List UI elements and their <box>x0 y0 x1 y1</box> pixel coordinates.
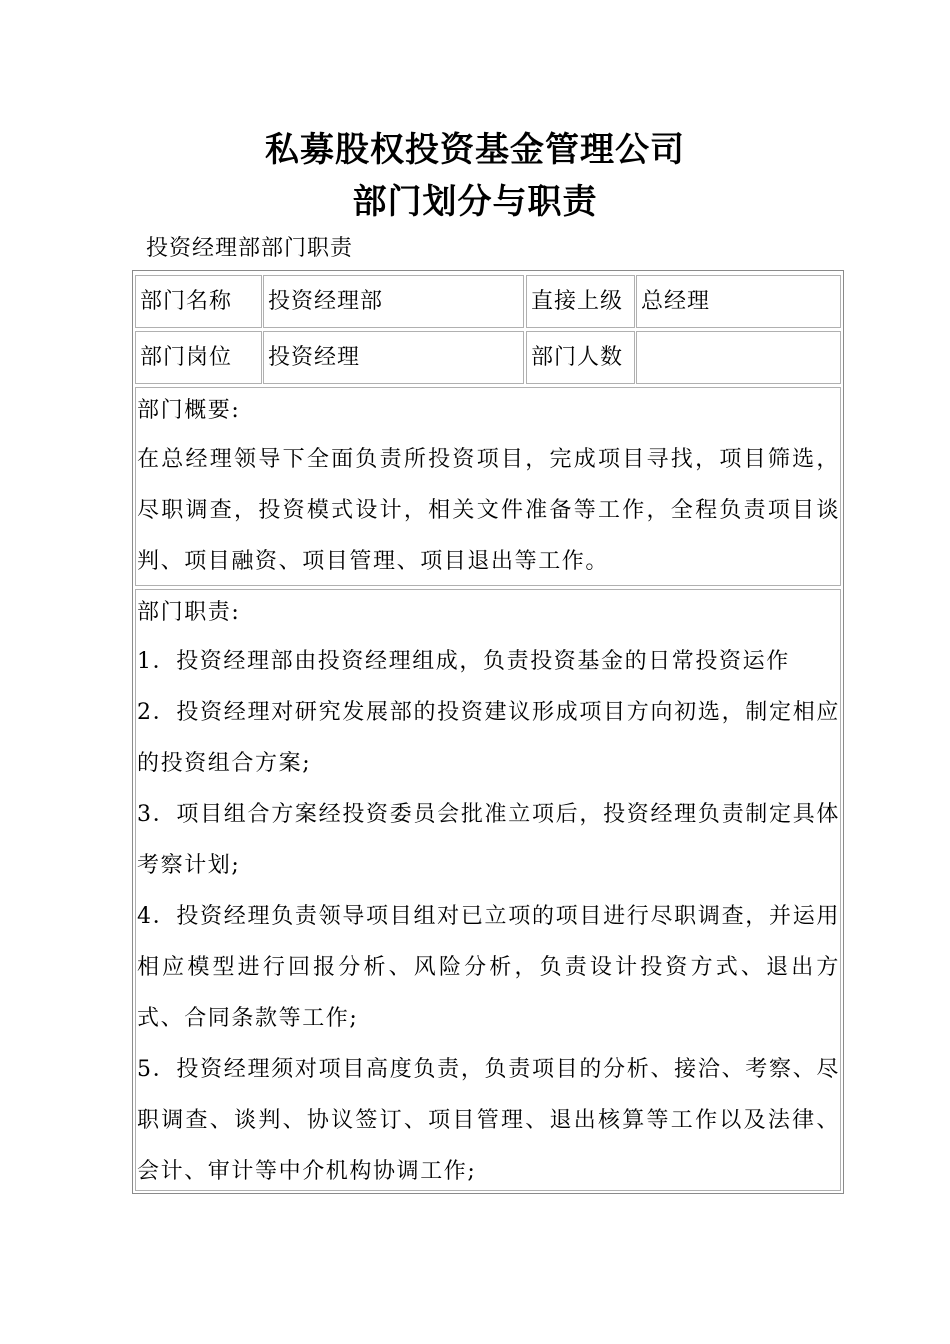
document-title: 私募股权投资基金管理公司 <box>265 130 685 170</box>
section-heading: 投资经理部部门职责 <box>146 236 354 261</box>
duties-heading: 部门职责: <box>137 600 241 625</box>
duty-item-3: 3．项目组合方案经投资委员会批准立项后，投资经理负责制定具体考察计划; <box>137 802 840 878</box>
duty-item-4: 4．投资经理负责领导项目组对已立项的项目进行尽职调查，并运用相应模型进行回报分析、风险分析，负责设计投资方式、退出方式、合同条款等工作; <box>137 904 840 1031</box>
superior-value: 总经理 <box>636 275 841 328</box>
overview-heading: 部门概要: <box>137 398 241 423</box>
superior-label: 直接上级 <box>526 275 635 328</box>
dept-name-label: 部门名称 <box>135 275 262 328</box>
dept-name-value: 投资经理部 <box>263 275 524 328</box>
position-label: 部门岗位 <box>135 331 262 384</box>
headcount-value <box>636 331 841 384</box>
duties-section <box>135 589 841 1191</box>
overview-section <box>135 387 841 586</box>
document-subtitle: 部门划分与职责 <box>352 182 598 222</box>
headcount-label: 部门人数 <box>526 331 635 384</box>
duty-item-1: 1．投资经理部由投资经理组成，负责投资基金的日常投资运作 <box>137 649 790 674</box>
duty-item-2: 2．投资经理对研究发展部的投资建议形成项目方向初选，制定相应的投资组合方案; <box>137 700 840 776</box>
position-value: 投资经理 <box>263 331 524 384</box>
duty-item-5: 5．投资经理须对项目高度负责，负责项目的分析、接洽、考察、尽职调查、谈判、协议签订、项目管理、退出核算等工作以及法律、会计、审计等中介机构协调工作; <box>137 1057 840 1184</box>
overview-text: 在总经理领导下全面负责所投资项目，完成项目寻找，项目筛选，尽职调查，投资模式设计，相关文件准备等工作，全程负责项目谈判、项目融资、项目管理、项目退出等工作。 <box>137 447 840 574</box>
